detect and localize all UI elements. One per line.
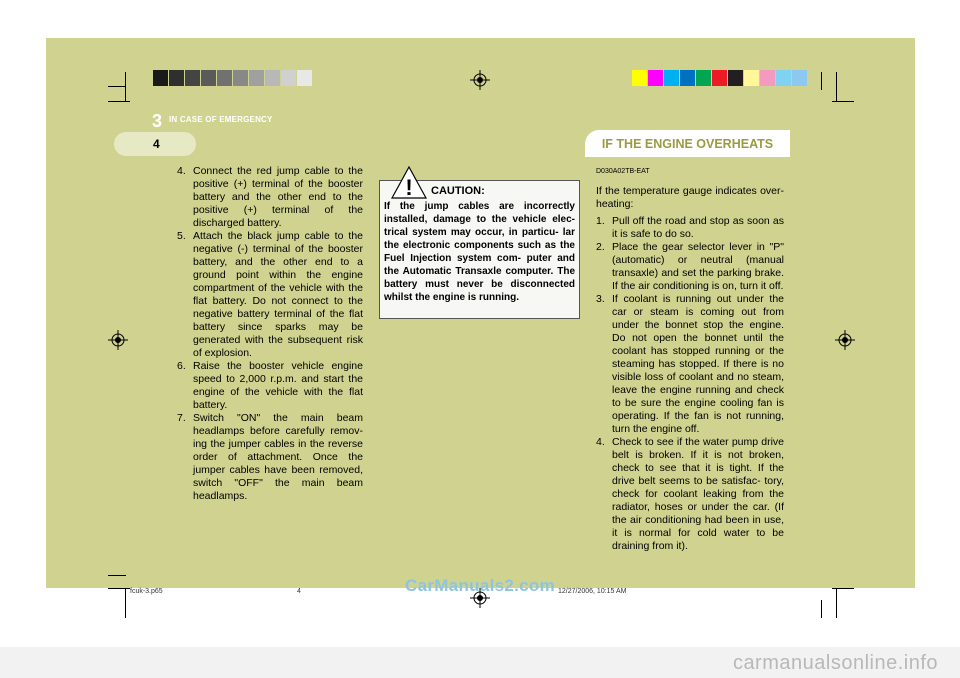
item-text: Place the gear selector lever in "P" (automatic) or neutral (manual transaxle) and set the parking brake. If the air conditioning is on, turn it off.	[612, 241, 784, 292]
list-item	[177, 165, 363, 230]
list-item	[596, 215, 784, 241]
color-swatch	[217, 70, 232, 86]
crop-mark	[108, 86, 126, 87]
footer-watermark[interactable]: carmanualsonline.info	[732, 652, 938, 674]
item-text: Switch "ON" the main beam headlamps before carefully remov- ing the jumper cables in the reverse order of attachment. Once the jumper cables have been removed, switch "OFF" the main beam headlamps.	[193, 412, 363, 502]
gray-registration-bar	[153, 70, 313, 86]
document-code: D030A02TB-EAT	[596, 168, 650, 175]
item-text: Raise the booster vehicle engine speed to 2,000 r.p.m. and start the engine of the vehicle with the flat battery.	[193, 360, 363, 411]
left-column	[177, 165, 363, 503]
color-swatch	[169, 70, 184, 86]
crop-mark	[836, 588, 837, 618]
crop-mark	[832, 588, 854, 589]
item-number: 6.	[177, 360, 186, 372]
color-swatch	[760, 70, 775, 86]
warning-triangle-icon	[391, 166, 427, 199]
color-swatch	[792, 70, 807, 86]
item-number: 7.	[177, 412, 186, 424]
jump-start-steps	[177, 165, 363, 503]
crop-mark	[821, 72, 822, 90]
crop-mark	[821, 600, 822, 618]
item-number: 4.	[177, 165, 186, 177]
item-number: 3.	[596, 293, 605, 305]
crop-mark	[125, 72, 126, 102]
color-swatch	[233, 70, 248, 86]
list-item	[596, 436, 784, 553]
color-swatch	[265, 70, 280, 86]
color-swatch	[664, 70, 679, 86]
color-swatch	[712, 70, 727, 86]
crop-mark	[832, 101, 854, 102]
item-text: Check to see if the water pump drive belt is broken. If it is not broken, check to see that it is tight. If the drive belt seems to be satisfac- tory, check for coolant leaking from the radiator, hoses or under the car. (If the air conditioning had been in use, it is normal for cold water to be draining from it).	[612, 436, 784, 552]
list-item	[596, 293, 784, 436]
item-text: If coolant is running out under the car or steam is coming out from under the bonnet stop the engine. Do not open the bonnet until the coolant has stopped running or the steaming has stopped. If there is no visible loss of coolant and no steam, leave the engine running and check to be sure the engine cooling fan is operating. If the fan is not running, turn the engine off.	[612, 293, 784, 435]
crop-mark	[108, 588, 130, 589]
color-registration-bar	[632, 70, 808, 86]
item-text: Attach the black jump cable to the negative (-) terminal of the booster battery, and the other end to a ground point within the engine compartment of the vehicle with the flat battery. Do not connect to the negative battery terminal of the flat battery since sparks may be generated with the subsequent risk of explosion.	[193, 230, 363, 359]
slug-page: 4	[297, 588, 301, 595]
chapter-label: IN CASE OF EMERGENCY	[169, 115, 273, 124]
registration-target-icon	[470, 70, 490, 90]
color-swatch	[249, 70, 264, 86]
overheat-steps	[596, 215, 784, 553]
crop-mark	[108, 101, 130, 102]
list-item	[177, 360, 363, 412]
crop-mark	[836, 72, 837, 102]
intro-text: If the temperature gauge indicates over- heating:	[596, 185, 784, 210]
color-swatch	[648, 70, 663, 86]
color-swatch	[680, 70, 695, 86]
color-swatch	[297, 70, 312, 86]
crop-mark	[125, 588, 126, 618]
item-number: 1.	[596, 215, 605, 227]
color-swatch	[281, 70, 296, 86]
caution-title: CAUTION:	[431, 185, 485, 197]
color-swatch	[744, 70, 759, 86]
registration-target-icon	[835, 330, 855, 350]
color-swatch	[776, 70, 791, 86]
right-column	[596, 165, 784, 553]
item-text: Pull off the road and stop as soon as it is safe to do so.	[612, 215, 784, 240]
slug-timestamp: 12/27/2006, 10:15 AM	[558, 588, 627, 595]
slug-filename: fcuk-3.p65	[130, 588, 163, 595]
color-swatch	[696, 70, 711, 86]
watermark-carmanuals2[interactable]: CarManuals2.com	[405, 576, 555, 595]
item-number: 5.	[177, 230, 186, 242]
item-number: 4.	[596, 436, 605, 448]
caution-text: If the jump cables are incorrectly installed, damage to the vehicle elec- trical system may occur, in particu- lar the electronic components such as the Fuel Injection system com- puter and the Automatic Transaxle computer. The battery must never be disconnected whilst the engine is running.	[384, 201, 575, 303]
color-swatch	[632, 70, 647, 86]
list-item	[596, 241, 784, 293]
warning-exclamation: !	[405, 175, 413, 199]
list-item	[177, 412, 363, 503]
registration-target-icon	[108, 330, 128, 350]
color-swatch	[201, 70, 216, 86]
crop-mark	[108, 575, 126, 576]
section-title: IF THE ENGINE OVERHEATS	[585, 130, 790, 157]
item-number: 2.	[596, 241, 605, 253]
color-swatch	[185, 70, 200, 86]
page-number: 4	[153, 137, 160, 151]
list-item	[177, 230, 363, 360]
item-text: Connect the red jump cable to the positive (+) terminal of the booster battery and the other end to the positive (+) terminal of the discharged battery.	[193, 165, 363, 229]
color-swatch	[153, 70, 168, 86]
chapter-number: 3	[152, 111, 163, 131]
color-swatch	[728, 70, 743, 86]
